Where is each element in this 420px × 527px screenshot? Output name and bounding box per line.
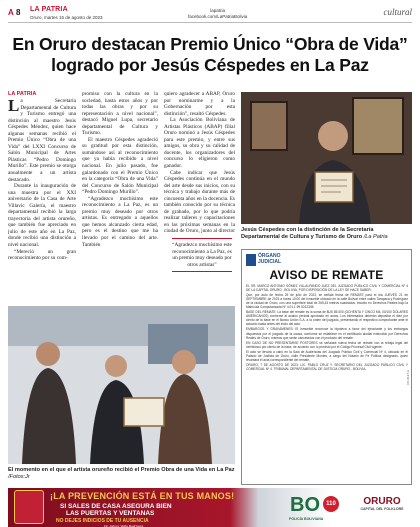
ad-line: LAS PUERTAS Y VENTANAS xyxy=(66,510,155,517)
notice-reference-code: FC-0127-A xyxy=(406,370,410,385)
photo-award-ceremony[interactable] xyxy=(8,306,235,464)
prevention-sticker-icon xyxy=(14,490,44,524)
framed-painting xyxy=(251,102,287,150)
police-label: POLICÍA BOLIVIANA xyxy=(289,517,324,521)
org-line: JUDICIAL xyxy=(258,258,282,265)
person-head xyxy=(172,350,196,374)
paragraph: “Agradezco muchísimo este reconocimiento a La Paz, es un premio muy deseado por otros artistas. Es entregado a aquellos que hemos alcanzado cierta edad, pero es el destino que me ha llevado por el camino del arte. También xyxy=(82,195,158,248)
paragraph: La Asociación Boliviana de Artistas Plásticos (ABAP) filial Oruro nominó a Jesús Céspedes para este premio, y entre sus amigos, su obra y su calidad de docente, los organizadores del concurso lo eligieron como ganador. xyxy=(164,117,235,170)
photo-artist-with-award[interactable] xyxy=(241,92,412,224)
police-advertisement[interactable] xyxy=(8,488,412,527)
emergency-number-badge: 110 xyxy=(323,496,339,512)
award-plaque xyxy=(124,398,164,426)
dateline: Oruro, martes 15 de agosto de 2023 xyxy=(30,15,103,20)
legal-notice xyxy=(241,249,412,485)
page-number-value: 8 xyxy=(16,8,21,17)
notice-paragraph: EL SR. MARCO ANTONIO GÓMEZ VILLALPANDO JUEZ DEL JUZGADO PÚBLICO CIVIL Y COMERCIAL Nº 4 DE LA CAPITAL ORURO - BOLIVIA, POR DISPOSICIÓN DE LA LEY SE HACE SABER: xyxy=(246,284,408,293)
paragraph: Cabe indicar que Jesús Céspedes continúa en el mundo del arte desde sus inicios, con su técnica y trabajo durante más de cincuenta años en la docencia. Es también conocido por su técnica de grabado, por lo que podría realizar talleres y capacitaciones en las próximas semanas en la ciudad de Oruro, junto al director xyxy=(164,169,235,234)
page-prefix: A xyxy=(8,8,14,17)
city-tagline: CAPITAL DEL FOLKLORE xyxy=(360,507,404,511)
paragraph: promiso con la cultura en la sociedad, hasta estos años y por todas las obras y por su representación a nivel nacional”, destacó Miguel Lupa, secretario departamental de Cultura y Turismo. xyxy=(82,91,158,137)
org-line: ÓRGANO xyxy=(258,253,281,259)
drop-cap: L xyxy=(8,96,20,115)
article-column-3 xyxy=(164,91,235,234)
article-column-1 xyxy=(8,91,76,303)
person-head xyxy=(318,121,348,151)
photo-credit: /Fotos:Jr xyxy=(8,474,30,480)
ad-signature: Dr. Johnny Vedia Rodríguez xyxy=(104,524,144,527)
social-links xyxy=(188,8,247,20)
page-number xyxy=(8,8,20,17)
paragraph: El maestro Céspedes agradeció su gratitud por esta distinción, sumándose así al reconocimiento que ya había recibido a nivel nacional. En julio pasado, fue galardonado con el Premio Único en la categoría “Obra de una Vida” del Concurso de Salón Municipal “Pedro Domingo Murillo”. xyxy=(82,136,158,196)
paragraph: Durante la inauguración de una muestra por el XXI aniversario de la Casa de Arte Villavic Galería, el maestro departamental recibió la larga trayectoria del artista orureño, que también fue apreciado en julio de este año en La Paz, donde recibió una distinción a nivel nacional. xyxy=(8,183,76,249)
caption-text: Jesús Céspedes con la distinción de la Secretaría Departamental de Cultura y Turismo de Oruro xyxy=(241,227,374,240)
city-name: ORURO xyxy=(363,496,401,507)
notice-title: AVISO DE REMATE xyxy=(269,268,384,282)
notice-body xyxy=(246,284,408,372)
photo2-caption xyxy=(8,467,235,481)
section-label: cultural xyxy=(383,7,412,17)
paragraph: a Secretaría Departamental de Cultura y Turismo entregó una distinción al maestro Jesús Céspedes Méndez, quien hace algunas semanas recibió el Premio Único “Obra de una Vida” del LXXI Concurso de Salón Municipal de Artes Plásticas “Pedro Domingo Murillo”. Este premio se otorga anualmente a un artista destacado. xyxy=(8,98,76,183)
photo1-caption xyxy=(241,227,412,241)
photo-illustration xyxy=(8,306,235,464)
article-kicker: LA PATRIA xyxy=(8,91,37,97)
ad-line: SI SALES DE CASA ASEGURA BIEN xyxy=(60,503,172,510)
ad-line: NO DEJES INDICIOS DE TU AUSENCIA xyxy=(56,518,149,524)
city-logo xyxy=(356,497,408,511)
paragraph: “Mereció un gran reconocimiento por su com- xyxy=(8,248,76,262)
framed-painting xyxy=(353,98,403,154)
pull-quote: “Agradezco muchísimo este reconocimiento a La Paz, es un premio muy deseado por otros artistas” xyxy=(172,238,232,272)
ad-slogan: ¡LA PREVENCIÓN ESTÁ EN TUS MANOS! xyxy=(50,491,235,501)
notice-paragraph: EN CASO DE NO PRESENTARSE POSTORES se señalará nueva fecha de remate con la rebaja legal del veinticinco por ciento de la base, de acuerdo con lo previsto por el Código Procesal Civil vigente. xyxy=(246,340,408,349)
photo-illustration xyxy=(241,92,412,224)
notice-paragraph: EMBARGOS Y GRAVÁMENES: El inmueble reconoce la hipoteca a favor del ejecutante y los embargos dispuestos por el juzgado de la causa, conforme se establece en el certificado alodial extendido por Derechos Reales de Oruro, mismos que serán cancelados con el producto del remate. xyxy=(246,327,408,340)
social-handle[interactable]: lapatria xyxy=(210,8,226,13)
notice-paragraph: El acto se llevará a cabo en la Sala de Audiencias del Juzgado Público Civil y Comercial Nº 4, ubicado en el Palacio de Justicia de Oruro, calle Presidente Montes, a cargo del Notario de Fe Pública designado, quien levantará el acta correspondiente del remate. xyxy=(246,349,408,362)
notice-paragraph: BASE DEL REMATE: La base del remate es la suma de $US 85.000 (OCHENTA Y CINCO MIL 00/100 DÓLARES AMERICANOS) conforme al avalúo pericial aprobado en autos. Los interesados deberán depositar el diez por ciento de la base en el Banco Unión S.A. a la orden del juzgado, presentando el respectivo comprobante ante el actuario hasta antes del inicio del acto. xyxy=(246,310,408,327)
person-head xyxy=(105,355,127,377)
newspaper-logo[interactable]: LA PATRIA xyxy=(30,6,68,13)
judicial-emblem-icon xyxy=(246,254,256,266)
notice-organization xyxy=(258,254,281,265)
notice-paragraph: Que, por auto de fecha 25 de julio de 2023, se señala fecha de REMATE para el día JUEVES 21 de SEPTIEMBRE de 2023 a horas 10:00 del inmueble ubicado en la calle Bolívar entre calles Tarapacá y Rodríguez de la ciudad de Oruro, con una superficie total de 265,43 metros cuadrados, inscrito en Derechos Reales bajo la Matrícula Computarizada Nº 4.01.1.99.0012345. xyxy=(246,293,408,310)
page-header xyxy=(8,5,412,23)
notice-paragraph: ORURO, 7 DE AGOSTO DE 2023. LIC. PABLO CRUZ Y. SECRETARIO DEL JUZGADO PÚBLICO CIVIL Y COMERCIAL Nº 4. TRIBUNAL DEPARTAMENTAL DE JUSTICIA ORURO - BOLIVIA. xyxy=(246,362,408,371)
person-head xyxy=(36,342,60,366)
bolivia-mark: BO xyxy=(290,494,320,516)
award-plaque xyxy=(315,172,353,202)
photo-credit: /La Patria xyxy=(363,234,388,240)
caption-text: El momento en el que el artista orureño recibió el Premio Obra de una Vida en La Paz xyxy=(8,467,235,473)
article-column-2 xyxy=(82,91,158,303)
social-page[interactable]: facebook.com/LaPatriaBolivia xyxy=(188,14,248,19)
article-headline: En Oruro destacan Premio Único “Obra de Vida” logrado por Jesús Céspedes en La Paz xyxy=(12,34,408,75)
paragraph: quiero agradecer a ABAP, Oruro por nominarme y a la Gobernación por esta distinción”, resaltó Céspedes. xyxy=(164,91,235,117)
